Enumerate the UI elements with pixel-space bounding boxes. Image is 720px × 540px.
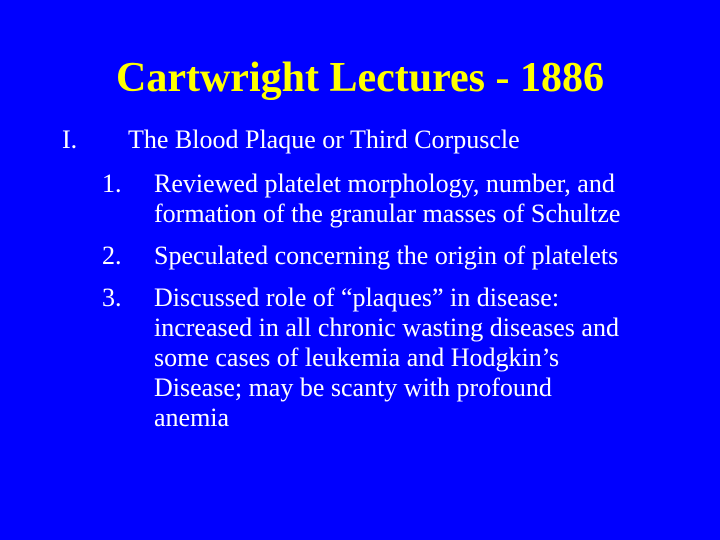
sub-item-1-line-1: Reviewed platelet morphology, number, and [154,169,615,198]
sub-item-1-marker: 1. [102,169,122,198]
sub-item-3-line-5: anemia [154,403,230,432]
sub-item-3-line-4: Disease; may be scanty with profound [154,373,552,402]
sub-item-2-marker: 2. [102,241,122,270]
sub-item-2-line-1: Speculated concerning the origin of platelets [154,241,619,270]
sub-item-3-text [154,283,674,433]
sub-item-1-text [154,169,674,229]
sub-item-3-line-3: some cases of leukemia and Hodgkin’s [154,343,560,372]
sub-item-3-line-1: Discussed role of “plaques” in disease: [154,283,560,312]
main-item-marker: I. [62,125,78,154]
sub-item-3-marker: 3. [102,283,122,312]
sub-item-2-text [154,241,674,271]
slide-title: Cartwright Lectures - 1886 [116,55,604,101]
sub-item-3-line-2: increased in all chronic wasting diseases and [154,313,619,342]
sub-item-1-line-2: formation of the granular masses of Schultze [154,199,621,228]
main-item-text: The Blood Plaque or Third Corpuscle [128,125,520,154]
